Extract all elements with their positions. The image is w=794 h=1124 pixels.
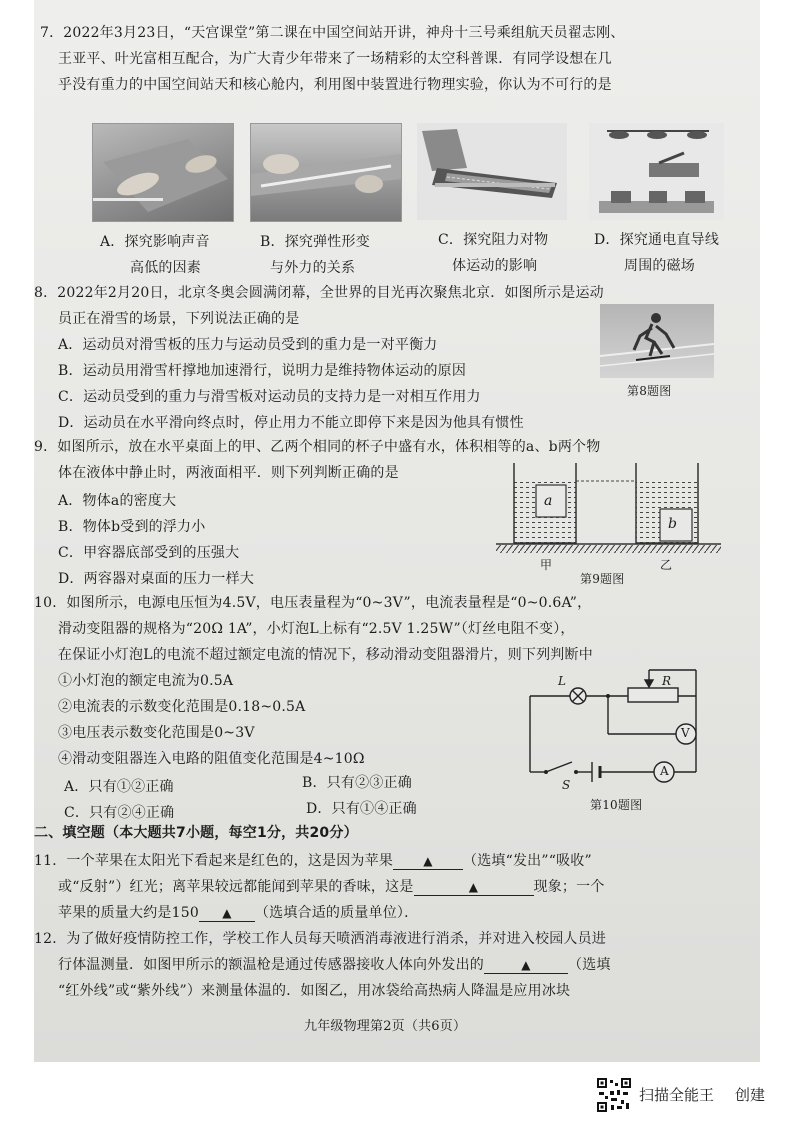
q7-photo-c (417, 123, 567, 220)
q11-blank-3 (199, 905, 255, 922)
blank-mark: ▲ (521, 958, 531, 972)
section-2-title: 二、填空题（本大题共7小题，每空1分，共20分） (34, 825, 358, 841)
q12-line-1: 12．为了做好疫情防控工作，学校工作人员每天喷洒消毒液进行消杀，并对进入校园人员进 (34, 931, 607, 947)
q10-statement-3: ③电压表示数变化范围是0~3V (58, 725, 255, 741)
q11-line-1-text: 11．一个苹果在太阳光下看起来是红色的，这是因为苹果 (34, 853, 394, 869)
q12-line-2 (58, 954, 611, 974)
q7-option-c-line-2: 体运动的影响 (452, 258, 538, 274)
q10-statement-4: ④滑动变阻器连入电路的阻值变化范围是4~10Ω (58, 751, 365, 767)
q10-line-1: 10．如图所示，电源电压恒为4.5V，电压表量程为“0~3V”，电流表量程是“0~0.6A”， (34, 595, 592, 611)
q10-voltmeter-label: V (681, 726, 690, 740)
q10-option-d: D．只有①④正确 (306, 801, 417, 817)
q9-label-a: a (544, 493, 553, 509)
q7-option-c-line-1: C．探究阻力对物 (438, 232, 549, 248)
q11-line-3-text: 苹果的质量大约是150 (58, 905, 199, 921)
q10-circuit (524, 668, 704, 790)
q10-option-a: A．只有①②正确 (64, 779, 174, 795)
q11-blank-1 (393, 853, 463, 870)
q11-line-2 (58, 876, 605, 896)
q7-photo-d (589, 123, 724, 220)
q10-label-r: R (662, 674, 672, 688)
q10-line-3: 在保证小灯泡L的电流不超过额定电流的情况下，移动滑动变阻器滑片，则下列判断中 (58, 647, 593, 663)
q7-option-b-line-1: B．探究弹性形变 (260, 234, 370, 250)
q12-blank-1 (484, 957, 568, 974)
page-footer: 九年级物理第2页（共6页） (304, 1019, 467, 1034)
q8-option-a: A．运动员对滑雪板的压力与运动员受到的重力是一对平衡力 (58, 337, 438, 353)
q11-line-3 (58, 902, 418, 922)
q10-option-b: B．只有②③正确 (302, 775, 412, 791)
q9-option-d: D．两容器对桌面的压力一样大 (58, 571, 255, 587)
q11-blank-2 (414, 879, 534, 896)
q10-line-2: 滑动变阻器的规格为“20Ω 1A”，小灯泡L上标有“2.5V 1.25W”（灯丝电阻不变）， (58, 621, 575, 637)
q9-line-2: 体在液体中静止时，两液面相平．则下列判断正确的是 (58, 465, 399, 481)
q7-option-a-line-2: 高低的因素 (130, 260, 201, 276)
q12-line-2-text: 行体温测量．如图甲所示的额温枪是通过传感器接收人体向外发出的 (58, 957, 484, 973)
q8-figure-caption: 第8题图 (627, 384, 672, 398)
q10-ammeter-label: A (660, 764, 669, 778)
q7-option-a-line-1: A．探究影响声音 (100, 234, 210, 250)
q7-line-3: 乎没有重力的中国空间站天和核心舱内，利用图中装置进行物理实验，你认为不可行的是 (58, 77, 612, 93)
scanner-label: 扫描全能王 (639, 1086, 715, 1104)
q11-line-1-tail: （选填“发出”“吸收” (463, 853, 592, 869)
scanner-action: 创建 (735, 1086, 766, 1104)
q8-option-b: B．运动员用滑雪杆撑地加速滑行，说明力是维持物体运动的原因 (58, 363, 467, 379)
q10-statement-2: ②电流表的示数变化范围是0.18~0.5A (58, 699, 306, 715)
q9-option-c: C．甲容器底部受到的压强大 (58, 545, 240, 561)
q8-skier-photo (600, 304, 714, 378)
q11-line-1 (34, 850, 592, 870)
blank-mark: ▲ (423, 854, 433, 868)
q9-label-yi: 乙 (660, 558, 673, 572)
q7-option-d-line-1: D．探究通电直导线 (594, 232, 720, 248)
q8-option-d: D．运动员在水平滑向终点时，停止用力不能立即停下来是因为他具有惯性 (58, 415, 524, 431)
q9-label-jia: 甲 (540, 558, 553, 572)
blank-mark: ▲ (468, 880, 479, 894)
q10-label-l: L (558, 674, 567, 688)
q9-figure (496, 455, 726, 555)
q11-line-2-text: 或“反射”）红光；离苹果较远都能闻到苹果的香味，这是 (58, 879, 414, 895)
blank-mark: ▲ (222, 906, 232, 920)
q9-label-b: b (668, 516, 678, 532)
q8-option-c: C．运动员受到的重力与滑雪板对运动员的支持力是一对相互作用力 (58, 389, 481, 405)
q7-option-b-line-2: 与外力的关系 (270, 260, 356, 276)
q11-line-3-tail: （选填合适的质量单位）． (254, 905, 419, 921)
q10-option-c: C．只有②④正确 (64, 805, 175, 821)
q9-line-1: 9．如图所示，放在水平桌面上的甲、乙两个相同的杯子中盛有水，体积相等的a、b两个物 (34, 439, 601, 455)
q12-line-2-tail: （选填 (568, 957, 611, 973)
q8-line-2: 员正在滑雪的场景，下列说法正确的是 (58, 311, 300, 327)
qr-code-icon (597, 1078, 631, 1112)
q7-line-2: 王亚平、叶光富相互配合，为广大青少年带来了一场精彩的太空科普课．有同学设想在几 (58, 51, 612, 67)
q10-figure-caption: 第10题图 (590, 798, 643, 812)
q7-line-1: 7．2022年3月23日，“天宫课堂”第二课在中国空间站开讲，神舟十三号乘组航天员翟志刚、 (40, 25, 625, 41)
q11-line-2-tail: 现象；一个 (533, 879, 605, 895)
q9-option-b: B．物体b受到的浮力小 (58, 519, 206, 535)
q8-line-1: 8．2022年2月20日，北京冬奥会圆满闭幕，全世界的目光再次聚焦北京．如图所示是运动 (34, 285, 604, 301)
q7-photo-a (92, 123, 234, 222)
exam-page (34, 0, 760, 1062)
q12-line-3: “红外线”或“紫外线”）来测量体温的．如图乙，用冰袋给高热病人降温是应用冰块 (58, 983, 571, 999)
q9-figure-caption: 第9题图 (580, 572, 625, 586)
q7-option-d-line-2: 周围的磁场 (624, 258, 695, 274)
q9-option-a: A．物体a的密度大 (58, 493, 177, 509)
q10-statement-1: ①小灯泡的额定电流为0.5A (58, 673, 234, 689)
q10-label-s: S (562, 778, 571, 792)
q7-photo-b (250, 123, 402, 222)
